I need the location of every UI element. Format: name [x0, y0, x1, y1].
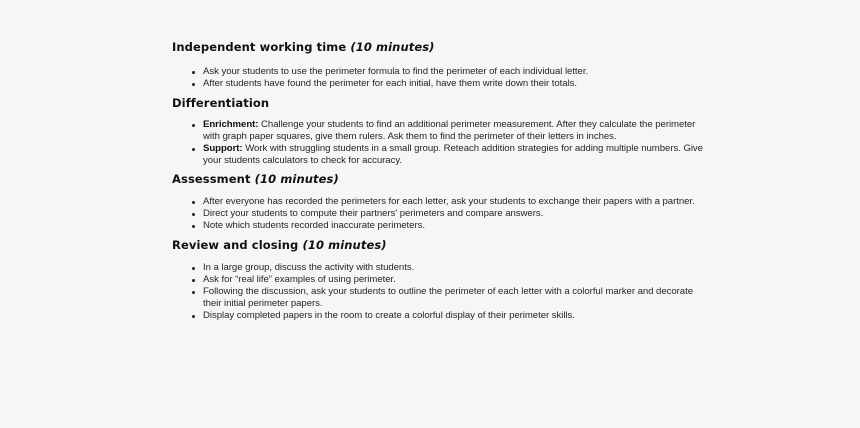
list-item — [172, 274, 712, 286]
section-title: Independent working time — [172, 40, 347, 54]
section-review-and-closing — [172, 237, 712, 322]
list-item — [172, 143, 712, 167]
section-title: Review and closing — [172, 238, 299, 252]
list-item — [172, 220, 712, 232]
item-text: Challenge your students to find an additional perimeter measurement. After they calculate the perimeter with graph paper squares, give them rulers. Ask them to find the perimeter of their letters in inches. — [203, 119, 696, 142]
list-item — [172, 66, 712, 78]
item-text: In a large group, discuss the activity with students. — [203, 262, 415, 273]
list-item — [172, 286, 712, 310]
bullet-list — [172, 119, 712, 167]
section-differentiation — [172, 95, 712, 167]
bullet-list — [172, 196, 712, 232]
section-title: Assessment — [172, 172, 251, 186]
list-item — [172, 119, 712, 143]
item-text: Direct your students to compute their partners' perimeters and compare answers. — [203, 208, 544, 219]
list-item — [172, 78, 712, 90]
section-heading — [172, 95, 712, 111]
section-duration: (10 minutes) — [350, 40, 435, 54]
list-item — [172, 196, 712, 208]
list-item — [172, 262, 712, 274]
item-label-support: Support: — [203, 143, 243, 154]
section-duration: (10 minutes) — [254, 172, 339, 186]
section-independent-working-time — [172, 39, 712, 90]
list-item — [172, 208, 712, 220]
item-text: Work with struggling students in a small group. Reteach addition strategies for adding multiple numbers. Give your students calculators to check for accuracy. — [203, 143, 703, 166]
lesson-plan-document — [172, 39, 712, 322]
section-heading — [172, 39, 712, 55]
bullet-list — [172, 66, 712, 90]
section-heading — [172, 171, 712, 187]
item-label-enrichment: Enrichment: — [203, 119, 259, 130]
list-item — [172, 310, 712, 322]
item-text: Ask your students to use the perimeter formula to find the perimeter of each individual letter. — [203, 66, 589, 77]
item-text: After everyone has recorded the perimeters for each letter, ask your students to exchange their papers with a partner. — [203, 196, 695, 207]
section-title: Differentiation — [172, 96, 270, 110]
item-text: Ask for “real life” examples of using perimeter. — [203, 274, 396, 285]
item-text: Following the discussion, ask your students to outline the perimeter of each letter with a colorful marker and decorate their initial perimeter papers. — [203, 286, 693, 309]
bullet-list — [172, 262, 712, 322]
item-text: Display completed papers in the room to create a colorful display of their perimeter skills. — [203, 310, 575, 321]
section-duration: (10 minutes) — [302, 238, 387, 252]
item-text: After students have found the perimeter for each initial, have them write down their totals. — [203, 78, 578, 89]
section-assessment — [172, 171, 712, 232]
item-text: Note which students recorded inaccurate perimeters. — [203, 220, 425, 231]
section-heading — [172, 237, 712, 253]
